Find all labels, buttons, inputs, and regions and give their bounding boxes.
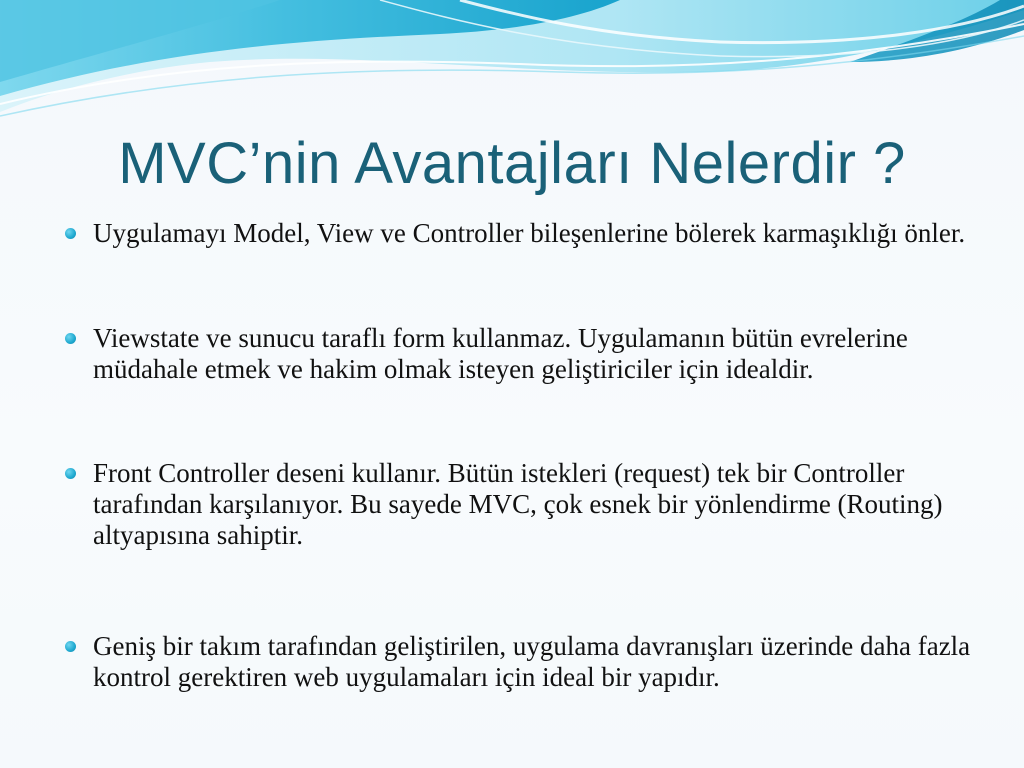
decorative-wave-header bbox=[0, 0, 1024, 130]
bullet-text: Uygulamayı Model, View ve Controller bileşenlerine bölerek karmaşıklığı önler. bbox=[93, 218, 966, 248]
round-bullet-icon bbox=[65, 641, 76, 652]
bullet-text: Front Controller deseni kullanır. Bütün istekleri (request) tek bir Controller tarafından karşılanıyor. Bu sayede MVC, çok esnek bir yönlendirme (Routing) altyapısına sahiptir. bbox=[93, 458, 943, 550]
bullet-text: Geniş bir takım tarafından geliştirilen, uygulama davranışları üzerinde daha fazla kontrol gerektiren web uygulamaları için ideal bir yapıdır. bbox=[93, 631, 971, 692]
bullet-text: Viewstate ve sunucu taraflı form kullanmaz. Uygulamanın bütün evrelerine müdahale etmek ve hakim olmak isteyen geliştiriciler için idealdir. bbox=[93, 323, 908, 384]
round-bullet-icon bbox=[65, 333, 76, 344]
round-bullet-icon bbox=[65, 228, 76, 239]
slide-title: MVC’nin Avantajları Nelerdir ? bbox=[118, 131, 906, 196]
round-bullet-icon bbox=[65, 468, 76, 479]
